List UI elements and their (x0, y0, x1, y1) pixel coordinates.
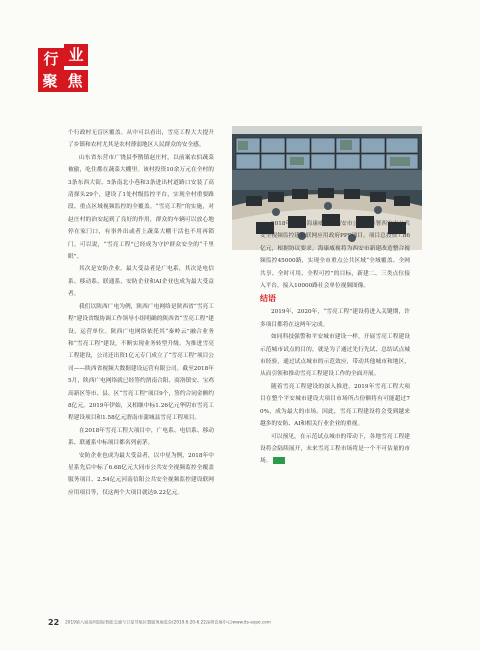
page-footer (48, 618, 271, 627)
body-paragraph: 随着雪亮工程建设的深入推进，2019年雪亮工程大项目在整个平安城市建设大项目市场所占份额将有可能超过70%，成为最大的市场。因此，雪亮工程建设将会受到越来越多的安防、AI和相关行业企业的重视。 (260, 383, 410, 428)
body-paragraph: 山东省东营市广饶县李鹊镇赵庄村，以前案农伯蔬菜被偷，吃住都在蔬菜大棚里。该村投资10余万元在全村的3条东西大街、5条南北小巷和3条进出村道路口安装了高清探头29个，建设了1处村级监控平台，实现全村重要路段、重点区域视频监控的全覆盖。“雪亮工程”的实施，对赵庄村的治安起到了良好的作用，群众的车辆可以放心地停在家门口，有事外出或者上蔬菜大棚干活也不用再锁门，可以说，“雪亮工程”已经成为守护群众安全的“千里眼”。 (68, 154, 214, 261)
section-badge (34, 44, 90, 96)
body-paragraph: 可以预见，在示范试点城市的带动下，各地雪亮工程建设将会陆续展开，未来雪亮工程市场将是一个不可估量的市场。 (260, 433, 410, 465)
badge-char: 业 (64, 44, 88, 66)
end-of-article-icon (273, 457, 285, 464)
body-paragraph: 2019年、2020年，“雪亮工程”建设将进入关键期，许多项目都将在这两年完成。 (260, 309, 410, 328)
body-paragraph: 个行政村无盲区覆盖。从中可以看出，雪亮工程大大提升了乡镇和农村尤其是农村薄弱地区人民群众的安全感。 (68, 130, 214, 149)
body-paragraph: 安防企业也成为最大受益者，以中星为例，2018年中星系先后中标了6.68亿元大同市公共安全视频监控全覆盖服务项目、2.54亿元河南信阳公共安全视频监控建设联网应用项目等，仅这两个大项目就达9.22亿元。 (68, 452, 214, 496)
badge-char: 聚 (38, 70, 62, 92)
left-column (68, 127, 214, 499)
body-paragraph: 如同科技强警和平安城市建设一样，开展雪亮工程建设示范城市试点的目的，就是为了通过先行先试、总结试点城市经验，通过试点城市的示范效应，带动其他城市和地区，从而引领和推动雪亮工程建设工作的全面开展。 (260, 334, 410, 378)
body-paragraph: 其次是安防企业。最大受益者是广电系，其次是电信系、移动系、联通系，安防企业和AI企业也成为最大受益者。 (68, 266, 214, 298)
page-number: 22 (48, 618, 60, 627)
badge-char: 焦 (62, 70, 88, 92)
body-paragraph: 2018年1月，海康威视与西安市公安局签署西安市公共安全视频监控建设联网应用政府PPP项目，项目总投资7.86亿元，根据协议要求，海康威视将为西安市新建改造整合视频监控45000路，实现全市重点公共区域“全域覆盖、全网共享、全时可用、全程可控”的目标，新建二、三类点位接入平台，接入10000路社会单位视频图像。 (260, 221, 410, 290)
section-heading: 结语 (260, 294, 276, 304)
body-paragraph: 我们以陕西广电为例，陕西广电网络是陕西省“雪亮工程”建设省级协调工作领导小组明确的陕西省“雪亮工程”建设、运营单位。陕西广电网络依托其“秦岭云”融合业务和“雪亮工程”建设，不断实现业务转型升级。为推进雪亮工程建设，公司还出资1亿元专门成立了“雪亮工程”项目公司——陕西省视频大数据建设运营有限公司。截至2018年5月，陕西广电网络就已经签约渭南合阳、商洛镇安、宝鸡高新区等市、县、区“雪亮工程”项目9个，签约合同金额约8亿元。2019年伊始，又相继中标1.26亿元华阴市雪亮工程建设项目和1.58亿元渭南市蒲城县雪亮工程项目。 (68, 303, 214, 422)
badge-char: 行 (38, 48, 64, 70)
footer-text: 2019第八届深圳国际智能交通与卫星导航位置服务展览会(2019.6.20-6.22深圳会展中心)www.its-expo.com (65, 619, 271, 625)
body-paragraph: 在2018年雪亮工程大项目中，广电系、电信系、移动系、联通系中标项目都名列前茅。 (68, 427, 214, 447)
right-column (260, 218, 410, 468)
